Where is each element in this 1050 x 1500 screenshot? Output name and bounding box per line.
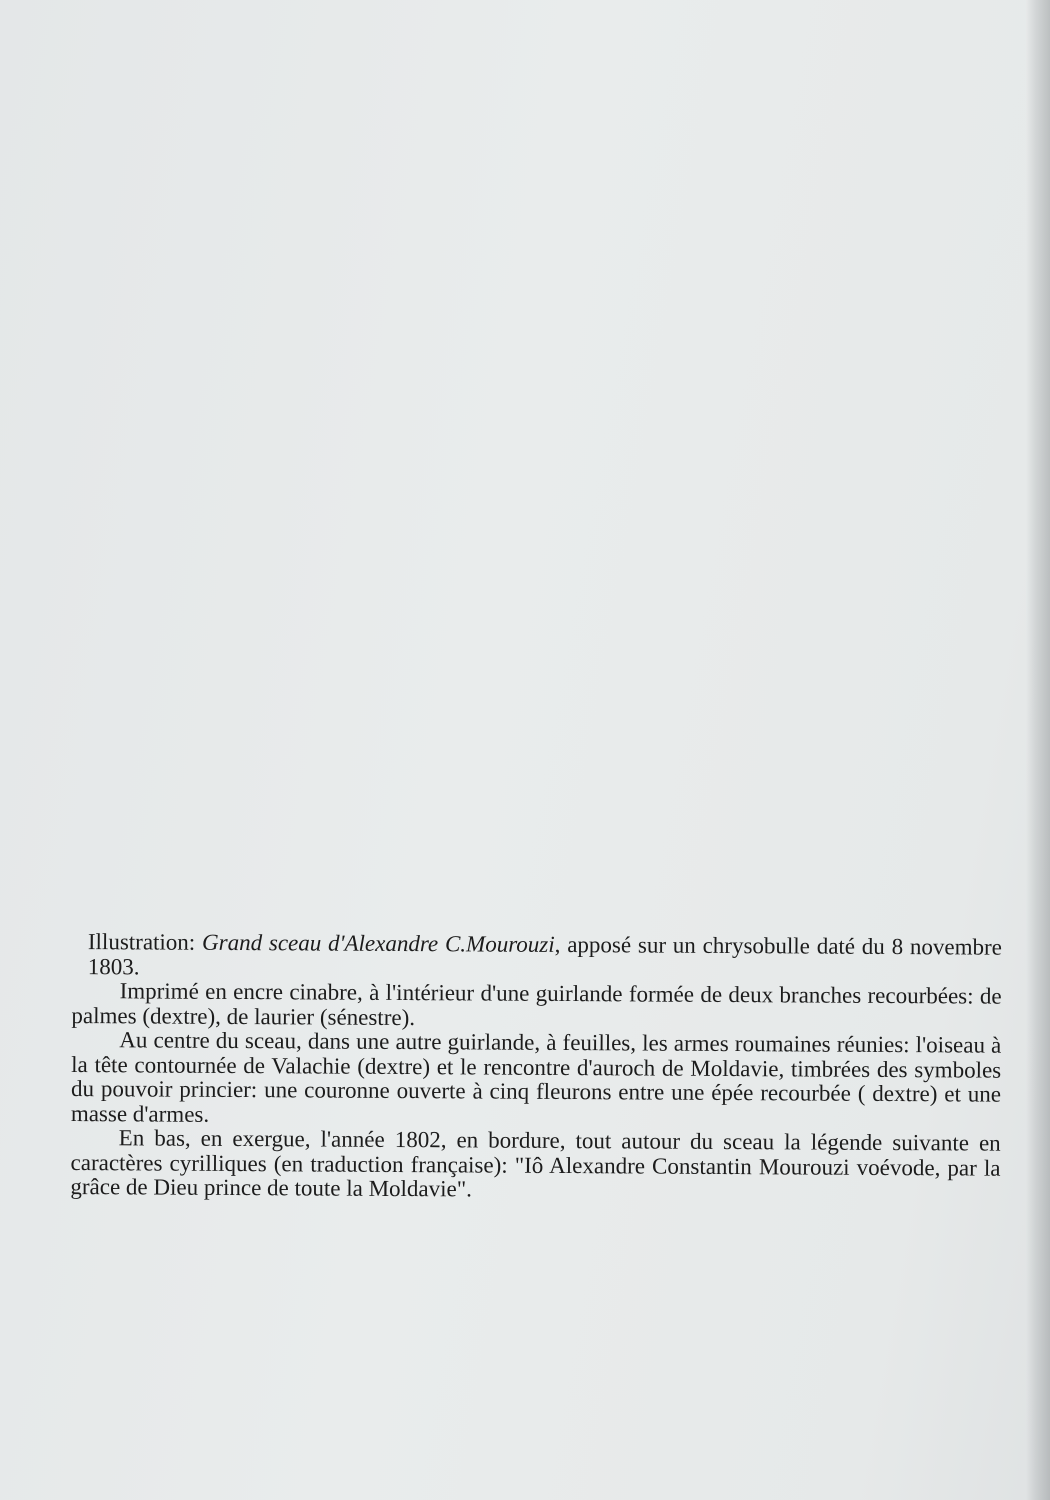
caption-paragraph-imprime: Imprimé en encre cinabre, à l'intérieur d'une guirlande formée de deux branches recourbées: de palmes (dextre), de laurier (sénestre). <box>71 978 1002 1030</box>
caption-label: Illustration: <box>87 929 196 955</box>
caption-paragraph-centre: Au centre du sceau, dans une autre guirlande, à feuilles, les armes roumaines réunies: l'oiseau à la tête contournée de Valachie (dextre) et le rencontre d'auroch de Moldavie, timbrées des symboles du pouvoir princier: une couronne ouverte à cinq fleurons entre une épée recourbée ( dextre) et une masse d'armes. <box>70 1027 1002 1127</box>
caption-lead-rest: , apposé sur un chrysobulle daté du 8 novembre 1803. <box>87 931 1003 979</box>
caption-lead-paragraph <box>72 930 1002 985</box>
page-edge-shadow <box>1026 0 1050 1500</box>
caption-title: Grand sceau d'Alexandre C.Mourouzi <box>201 929 555 957</box>
illustration-caption <box>70 930 1002 1205</box>
caption-paragraph-bas: En bas, en exergue, l'année 1802, en bordure, tout autour du sceau la légende suivante en caractères cyrilliques (en traduction française): "Iô Alexandre Constantin Mourouzi voévode, par la grâce de Dieu prince de toute la Moldavie". <box>70 1125 1001 1202</box>
